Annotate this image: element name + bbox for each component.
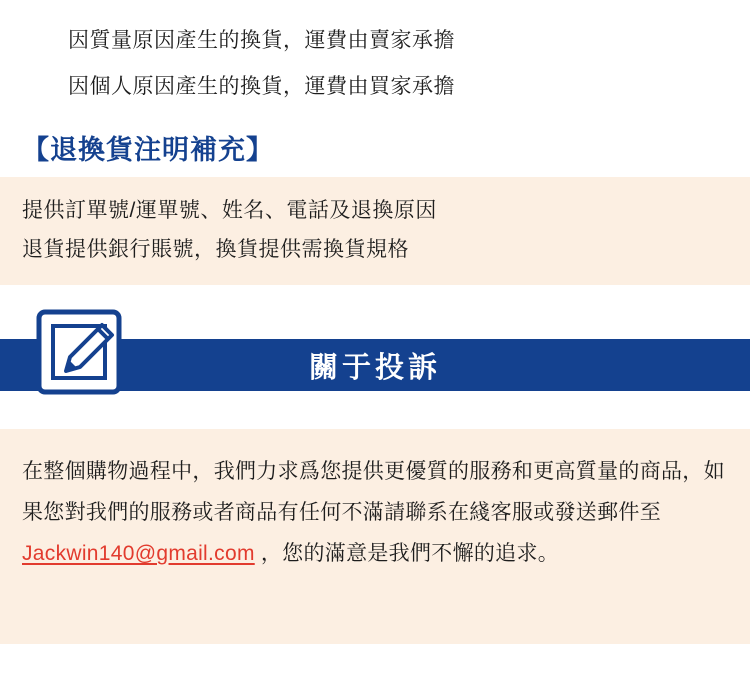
complaint-paragraph	[0, 451, 750, 574]
return-policy-note-block	[0, 177, 750, 285]
complaint-text-part1: 在整個購物過程中，我們力求爲您提供更優質的服務和更高質量的商品，如果您對我們的服務或者商品有任何不滿請聯系在綫客服或發送郵件至	[22, 460, 725, 524]
complaint-banner-title: 關于投訴	[308, 351, 441, 384]
return-policy-heading: 【退換貨注明補充】	[22, 135, 274, 165]
complaint-banner	[0, 331, 750, 397]
support-email-link[interactable]: Jackwin140@gmail.com	[22, 542, 255, 565]
top-note-line: 因質量原因產生的換貨，運費由賣家承擔	[68, 29, 455, 52]
pencil-edit-icon	[36, 309, 122, 395]
top-notes	[0, 0, 750, 110]
complaint-body-block	[0, 429, 750, 644]
top-note-line: 因個人原因產生的換貨，運費由買家承擔	[68, 75, 455, 98]
complaint-text-part2: ，您的滿意是我們不懈的追求。	[254, 542, 560, 565]
return-policy-line: 退貨提供銀行賬號，換貨提供需換貨規格	[22, 238, 409, 261]
return-policy-line: 提供訂單號/運單號、姓名、電話及退換原因	[22, 199, 437, 222]
